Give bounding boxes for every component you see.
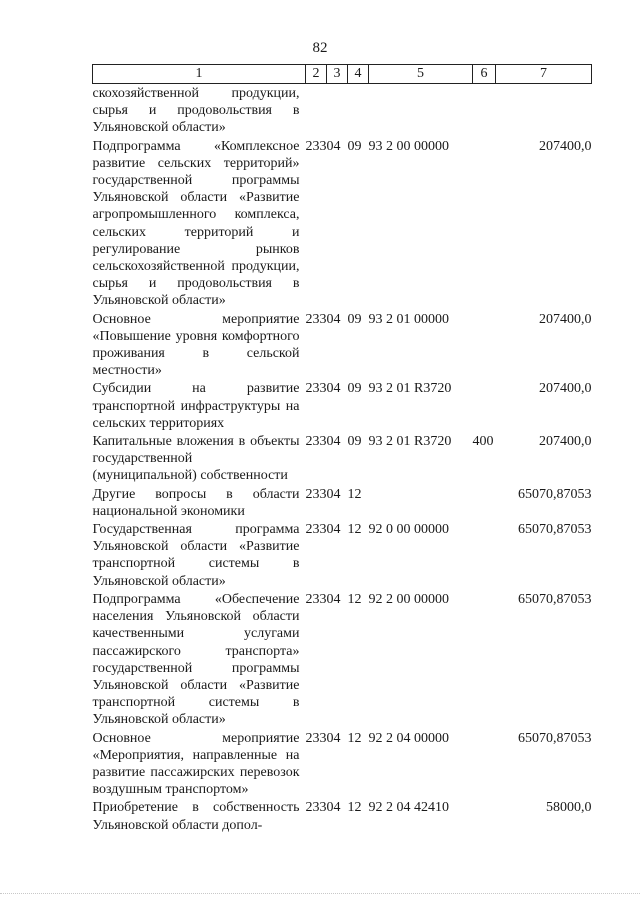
column-header-3: 3 [327, 65, 348, 84]
row-subsection-code: 12 [347, 591, 362, 607]
budget-table [92, 64, 592, 834]
row-amount [496, 84, 592, 137]
column-header-1: 1 [93, 65, 306, 84]
row-subsection-code: 12 [347, 486, 362, 502]
row-target-article: 93 2 01 00000 [368, 311, 449, 327]
row-expense-type [473, 137, 496, 310]
page-number: 82 [312, 40, 328, 56]
row-description: Основное мероприятие «Повышение уровня комфортного проживания в сельской местности» [92, 311, 300, 379]
row-expense-type [473, 798, 496, 833]
row-target-article: 93 2 01 R3720 [368, 381, 452, 397]
row-ministry-code: 233 [305, 591, 327, 607]
row-target-article: 92 2 04 00000 [368, 730, 449, 746]
row-description: Государственная программа Ульяновской области «Развитие транспортной системы в Ульяновской области» [92, 522, 300, 589]
table-row [93, 379, 592, 432]
row-ministry-code: 233 [305, 800, 327, 816]
row-target-article: 92 0 00 00000 [368, 522, 449, 538]
row-amount: 207400,0 [539, 311, 592, 327]
row-subsection-code: 09 [347, 138, 362, 154]
row-ministry-code [306, 84, 327, 137]
row-target-article: 93 2 00 00000 [368, 138, 449, 154]
table-row [93, 590, 592, 729]
row-description: Другие вопросы в области национальной экономики [92, 486, 300, 519]
row-subsection-code: 09 [347, 381, 362, 397]
row-target-article: 93 2 01 R3720 [368, 434, 452, 450]
row-description: Субсидии на развитие транспортной инфраструктуры на сельских территориях [92, 381, 300, 431]
row-section-code: 04 [326, 730, 341, 746]
column-header-6: 6 [473, 65, 496, 84]
row-section-code [327, 84, 348, 137]
table-row [93, 729, 592, 799]
row-ministry-code: 233 [305, 434, 327, 450]
row-description: Капитальные вложения в объекты государственной (муниципальной) собственности [92, 434, 300, 484]
row-subsection-code [348, 84, 369, 137]
table-row [93, 520, 592, 590]
row-target-article: 92 2 04 42410 [368, 800, 449, 816]
row-ministry-code: 233 [305, 381, 327, 397]
row-ministry-code: 233 [305, 522, 327, 538]
row-description: Подпрограмма «Комплексное развитие сельских территорий» государственной программы Ульяновской области «Развитие агропромышленного комплекса, сельских территорий и регулирование рынков сельскохозяйственной продукции, сырья и продовольствия в Ульяновской области» [92, 138, 300, 309]
scan-edge-line [0, 893, 640, 895]
row-subsection-code: 12 [347, 730, 362, 746]
column-header-4: 4 [348, 65, 369, 84]
row-ministry-code: 233 [305, 730, 327, 746]
row-ministry-code: 233 [305, 486, 327, 502]
row-expense-type: 400 [472, 434, 494, 450]
row-ministry-code: 233 [305, 311, 327, 327]
row-section-code: 04 [326, 486, 341, 502]
row-amount: 65070,87053 [518, 730, 592, 746]
row-ministry-code: 233 [305, 138, 327, 154]
row-expense-type [473, 590, 496, 729]
row-subsection-code: 12 [347, 522, 362, 538]
row-amount: 65070,87053 [518, 591, 592, 607]
row-amount: 207400,0 [539, 381, 592, 397]
row-section-code: 04 [326, 800, 341, 816]
row-expense-type [473, 379, 496, 432]
table-row [93, 798, 592, 833]
row-subsection-code: 12 [347, 800, 362, 816]
row-description: Основное мероприятие «Мероприятия, направленные на развитие пассажирских перевозок воздушным транспортом» [92, 730, 300, 798]
row-subsection-code: 09 [347, 434, 362, 450]
column-header-5: 5 [369, 65, 473, 84]
table-header-row [93, 65, 592, 84]
row-expense-type [473, 520, 496, 590]
row-target-article [369, 84, 473, 137]
table-row [93, 310, 592, 380]
column-header-2: 2 [306, 65, 327, 84]
table-row [93, 84, 592, 137]
row-amount: 65070,87053 [518, 522, 592, 538]
row-description: скохозяйственной продукции, сырья и продовольствия в Ульяновской области» [92, 86, 300, 136]
row-section-code: 04 [326, 381, 341, 397]
column-header-7: 7 [496, 65, 592, 84]
row-target-article: 92 2 00 00000 [368, 591, 449, 607]
row-target-article [369, 485, 473, 520]
row-amount: 207400,0 [539, 138, 592, 154]
row-expense-type [473, 310, 496, 380]
row-description: Приобретение в собственность Ульяновской области допол- [92, 800, 300, 833]
row-amount: 58000,0 [546, 800, 592, 816]
table-row [93, 485, 592, 520]
table-row [93, 432, 592, 485]
row-amount: 65070,87053 [518, 486, 592, 502]
row-section-code: 04 [326, 138, 341, 154]
row-section-code: 04 [326, 434, 341, 450]
row-section-code: 04 [326, 591, 341, 607]
row-expense-type [473, 485, 496, 520]
row-subsection-code: 09 [347, 311, 362, 327]
row-expense-type [473, 729, 496, 799]
table-row [93, 137, 592, 310]
row-section-code: 04 [326, 522, 341, 538]
row-expense-type [473, 84, 496, 137]
row-description: Подпрограмма «Обеспечение населения Ульяновской области качественными услугами пассажирского транспорта» государственной программы Ульяновской области «Развитие транспортной системы в Ульяновской области» [92, 591, 300, 728]
row-section-code: 04 [326, 311, 341, 327]
row-amount: 207400,0 [539, 434, 592, 450]
